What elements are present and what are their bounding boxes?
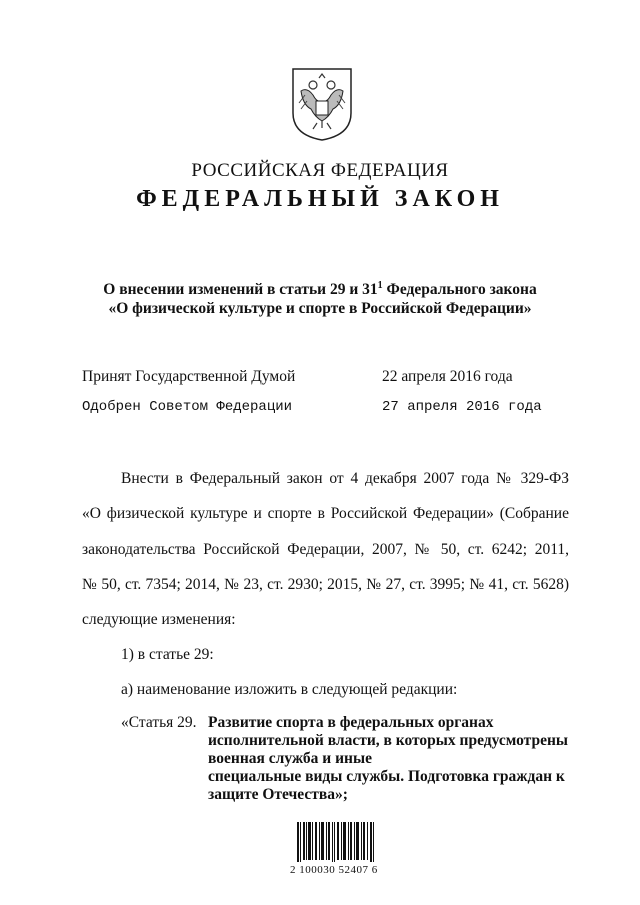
body-line-4: № 50, ст. 7354; 2014, № 23, ст. 2930; 2015, № 27, ст. 3995; № 41, ст. 5628): [82, 576, 569, 593]
law-title-line2: «О физической культуре и спорте в Российской Федерации»: [108, 300, 532, 317]
article-heading-line5: защите Отечества»;: [208, 786, 348, 803]
law-title-superscript: 1: [377, 280, 383, 291]
article-heading-line4: специальные виды службы. Подготовка граждан к: [208, 768, 565, 785]
item-1: 1) в статье 29:: [121, 646, 214, 663]
law-title-line1: [40, 280, 600, 299]
coat-of-arms-emblem: [289, 65, 355, 142]
council-approval-label: Одобрен Советом Федерации: [82, 399, 293, 415]
law-title-part-a: О внесении изменений в статьи 29 и 31: [103, 281, 378, 299]
law-title-part-b: Федерального закона: [382, 281, 537, 299]
document-type: ФЕДЕРАЛЬНЫЙ ЗАКОН: [136, 186, 504, 212]
duma-adoption-date: 22 апреля 2016 года: [382, 368, 513, 385]
barcode: [296, 822, 376, 862]
body-line-3: законодательства Российской Федерации, 2007, № 50, ст. 6242; 2011,: [82, 541, 569, 558]
item-a: а) наименование изложить в следующей редакции:: [121, 681, 458, 698]
body-line-5: следующие изменения:: [82, 611, 236, 628]
council-approval-date: 27 апреля 2016 года: [382, 399, 542, 415]
article-heading-line1: Развитие спорта в федеральных органах: [208, 714, 494, 731]
barcode-number: 2 100030 52407 6: [290, 864, 378, 876]
country-name: РОССИЙСКАЯ ФЕДЕРАЦИЯ: [191, 160, 449, 181]
body-line-1: Внести в Федеральный закон от 4 декабря 2007 года № 329-ФЗ: [121, 470, 569, 487]
article-heading-line3: военная служба и иные: [208, 750, 372, 767]
duma-adoption-label: Принят Государственной Думой: [82, 368, 296, 385]
article-label: «Статья 29.: [121, 714, 197, 731]
body-line-2: «О физической культуре и спорте в Российской Федерации» (Собрание: [82, 505, 569, 522]
article-heading-line2: исполнительной власти, в которых предусмотрены: [208, 732, 568, 749]
